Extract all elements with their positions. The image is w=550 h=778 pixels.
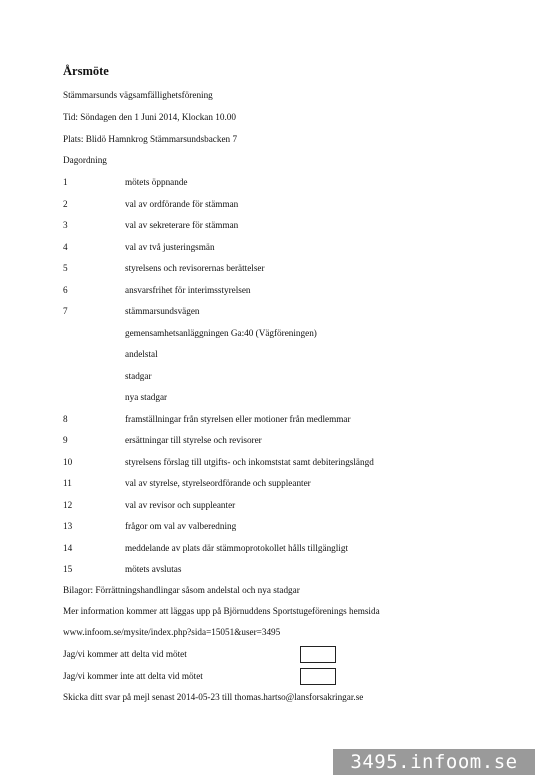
agenda-number: 15 (63, 564, 73, 574)
more-info-text: Mer information kommer att läggas upp på Björnuddens Sportstugeförenings hemsida (63, 606, 380, 616)
agenda-item: stadgar (125, 370, 152, 381)
agenda-item: andelstal (125, 349, 158, 359)
agenda-item: val av styrelse, styrelseordförande och suppleanter (125, 478, 311, 488)
meeting-time: Tid: Söndagen den 1 Juni 2014, Klockan 10.00 (63, 112, 236, 122)
document-title: Årsmöte (63, 64, 109, 78)
agenda-number: 1 (63, 177, 68, 187)
agenda-number: 3 (63, 220, 68, 230)
agenda-number: 10 (63, 456, 73, 467)
agenda-number: 14 (63, 542, 73, 553)
agenda-number: 12 (63, 499, 73, 510)
attend-no-checkbox[interactable] (300, 668, 336, 685)
agenda-number: 13 (63, 521, 73, 531)
meeting-place: Plats: Blidö Hamnkrog Stämmarsundsbacken 7 (63, 134, 238, 144)
agenda-item: mötets avslutas (125, 564, 182, 574)
agenda-heading: Dagordning (63, 155, 107, 165)
agenda-item: val av revisor och suppleanter (125, 499, 236, 510)
agenda-item: ansvarsfrihet för interimsstyrelsen (125, 284, 251, 295)
attend-yes-checkbox[interactable] (300, 646, 336, 663)
attend-yes-label: Jag/vi kommer att delta vid mötet (63, 649, 187, 659)
agenda-item: styrelsens och revisorernas berättelser (125, 263, 265, 273)
attend-no-label: Jag/vi kommer inte att delta vid mötet (63, 671, 203, 681)
agenda-item: mötets öppnande (125, 177, 188, 187)
agenda-number: 7 (63, 306, 68, 316)
agenda-item: val av ordförande för stämman (125, 198, 239, 209)
agenda-item: gemensamhetsanläggningen Ga:40 (Vägföreningen) (125, 327, 317, 338)
agenda-item: framställningar från styrelsen eller motioner från medlemmar (125, 413, 351, 424)
agenda-item: val av sekreterare för stämman (125, 220, 239, 230)
agenda-number: 9 (63, 435, 68, 445)
agenda-number: 6 (63, 284, 68, 295)
agenda-item: nya stadgar (125, 392, 168, 402)
agenda-number: 11 (63, 478, 72, 488)
agenda-number: 5 (63, 263, 68, 273)
agenda-item: val av två justeringsmän (125, 241, 215, 252)
agenda-number: 8 (63, 413, 68, 424)
reply-instructions: Skicka ditt svar på mejl senast 2014-05-23 till thomas.hartso@lansforsakringar.se (63, 692, 364, 702)
association-name: Stämmarsunds vägsamfällighetsförening (63, 90, 213, 100)
agenda-item: stämmarsundsvägen (125, 306, 200, 316)
agenda-item: frågor om val av valberedning (125, 521, 237, 531)
info-url: www.infoom.se/mysite/index.php?sida=15051&user=3495 (63, 627, 281, 637)
agenda-item: styrelsens förslag till utgifts- och inkomststat samt debiteringslängd (125, 456, 374, 467)
agenda-number: 2 (63, 198, 68, 209)
watermark-badge: 3495.infoom.se (333, 749, 535, 775)
agenda-number: 4 (63, 241, 68, 252)
agenda-item: ersättningar till styrelse och revisorer (125, 435, 262, 445)
attachments-text: Bilagor: Förrättningshandlingar såsom andelstal och nya stadgar (63, 585, 300, 595)
agenda-item: meddelande av plats där stämmoprotokollet hålls tillgängligt (125, 542, 349, 553)
